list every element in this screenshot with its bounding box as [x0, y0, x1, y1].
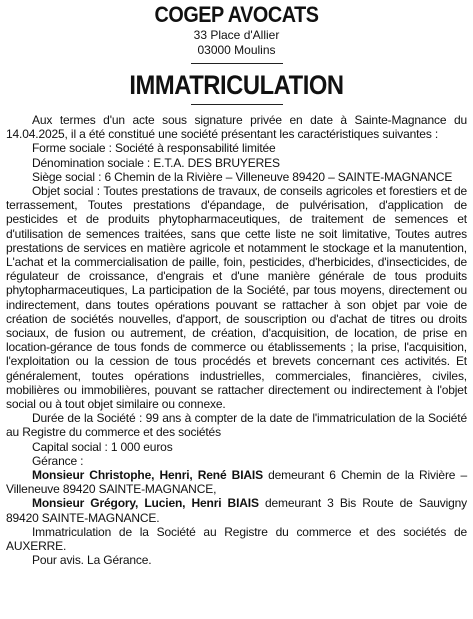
siege-social: Siège social : 6 Chemin de la Rivière – Villeneuve 89420 – SAINTE-MAGNANCE — [32, 169, 453, 184]
notice-body — [6, 113, 467, 568]
gerance-label: Gérance : — [32, 453, 84, 468]
gerant-1-address: demeurant 6 Chemin de la Rivière – Villeneuve 89420 SAINTE-MAGNANCE, — [6, 468, 468, 497]
firm-address-line2: 03000 Moulins — [197, 43, 276, 57]
notice-title: IMMATRICULATION — [129, 70, 344, 100]
gerant-1 — [6, 468, 467, 496]
signature: Pour avis. La Gérance. — [32, 553, 152, 568]
divider-top — [191, 63, 283, 64]
forme-sociale: Forme sociale : Société à responsabilité limitée — [32, 141, 276, 156]
intro-paragraph: Aux termes d'un acte sous signature privée en date à Sainte-Magnance du 14.04.2025, il a été constitué une société présentant les caractéristiques suivantes : — [6, 113, 467, 142]
immatriculation-registre: Immatriculation de la Société au Registre du commerce et des sociétés de AUXERRE. — [6, 524, 467, 554]
firm-name: COGEP AVOCATS — [154, 2, 319, 27]
firm-address-line1: 33 Place d'Allier — [193, 28, 280, 42]
objet-social: Objet social : Toutes prestations de travaux, de conseils agricoles et forestiers et de terrassement, Toutes prestations d'épandage, de pulvérisation, d'application de pesticides et de produits phytopharmaceutiques, de traitement de semences et d'utilisation de semences traitées, sans que cette liste ne soit limitative, Toutes autres prestations de services en matière agricole et notamment le stockage et la manutention, L'achat et la commercialisation de paille, foin, pesticides, d'herbicides, d'insecticides, de régulateur de croissance, d'engrais et d'une manière générale de tous produits phytopharmaceutiques, La participation de la Société, par tous moyens, directement ou indirectement, dans toutes opérations pouvant se rattacher à son objet par voie de création de sociétés nouvelles, d'apport, de souscription ou d'achat de titres ou droits sociaux, de fusion ou autrement, de création, d'acquisition, de location, de prise en location-gérance de tous fonds de commerce ou établissements ; la prise, l'acquisition, l'exploitation ou la cession de tous procédés et brevets concernant ces activités. Et généralement, toutes opérations industrielles, commerciales, financières, civiles, mobilières ou immobilières, pouvant se rattacher directement ou indirectement à l'objet social ou à tout objet similaire ou connexe. — [6, 184, 467, 412]
capital-social: Capital social : 1 000 euros — [32, 439, 173, 454]
divider-title — [191, 104, 283, 105]
denomination-sociale: Dénomination sociale : E.T.A. DES BRUYERES — [32, 155, 280, 170]
gerant-1-name: Monsieur Christophe, Henri, René BIAIS — [32, 468, 263, 483]
gerant-2 — [6, 496, 467, 524]
gerant-2-name: Monsieur Grégory, Lucien, Henri BIAIS — [32, 496, 259, 511]
gerant-2-address: demeurant 3 Bis Route de Sauvigny 89420 SAINTE-MAGNANCE. — [6, 496, 468, 525]
duree-societe: Durée de la Société : 99 ans à compter de la date de l'immatriculation de la Société au Registre du commerce et des sociétés — [6, 411, 467, 440]
